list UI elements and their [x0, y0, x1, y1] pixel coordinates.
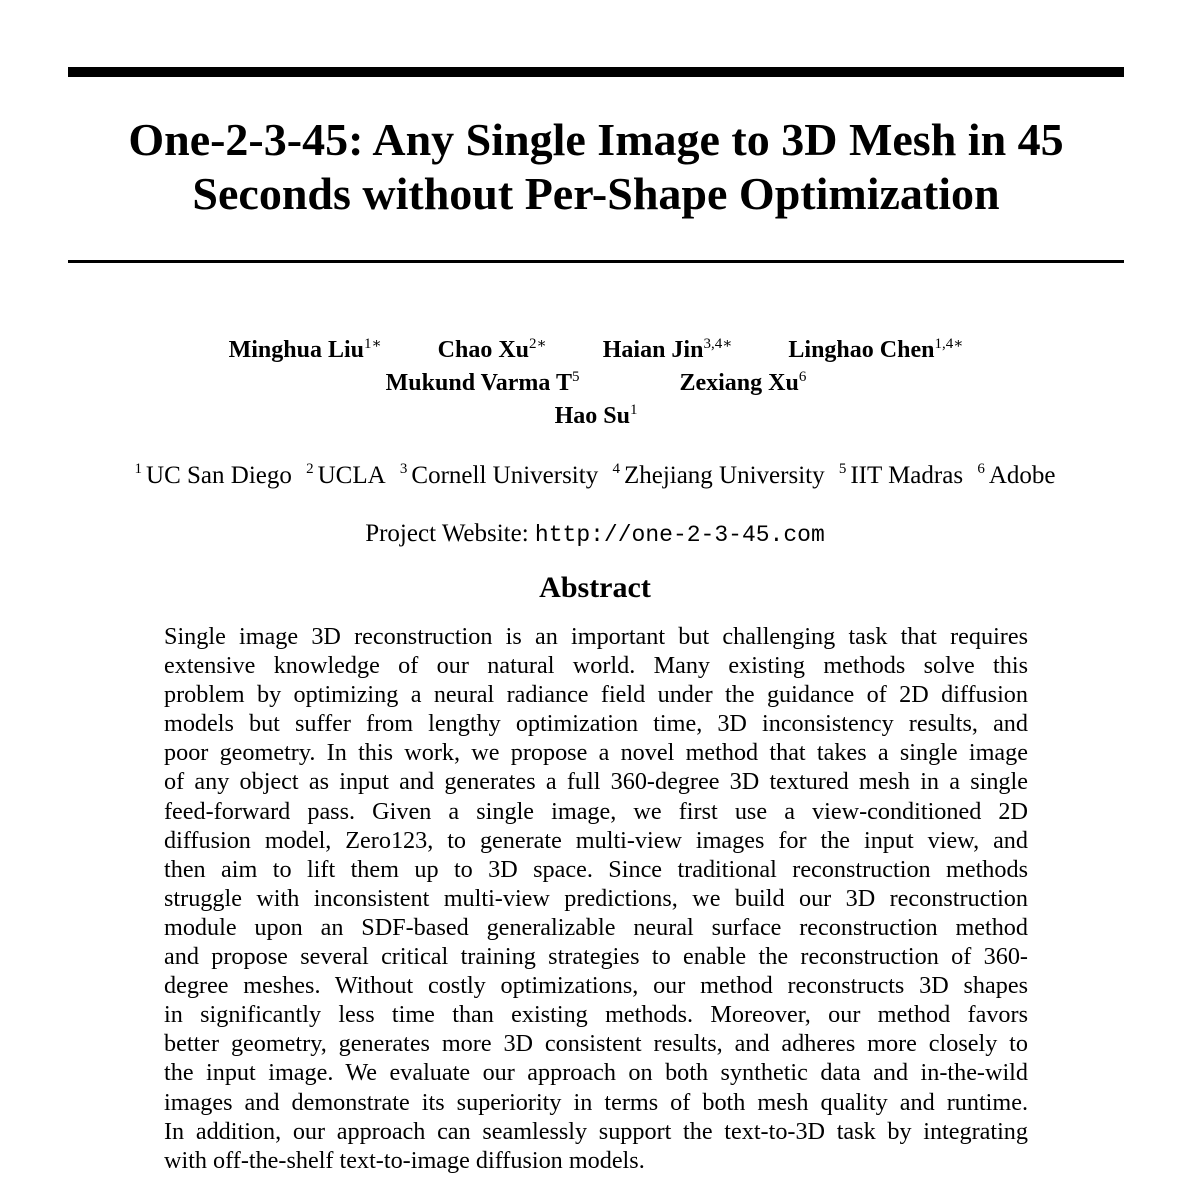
abstract-line: feed-forward pass. Given a single image, we first use a view-conditioned 2D: [164, 797, 1028, 825]
title-bottom-rule: [68, 260, 1124, 263]
author: [679, 367, 806, 400]
author-affiliation-marker: 5: [571, 369, 580, 385]
abstract-line: in significantly less time than existing methods. Moreover, our method favors: [164, 1001, 1028, 1029]
affiliation-list: [0, 460, 1190, 492]
affiliation-name: UC San Diego: [146, 462, 292, 489]
abstract-line: better geometry, generates more 3D consistent results, and adheres more closely to: [164, 1030, 1028, 1058]
author-row: [68, 367, 1124, 400]
affiliation: [977, 460, 1055, 492]
affiliation-name: Cornell University: [411, 462, 599, 489]
affiliation-number: 4: [612, 461, 620, 477]
affiliation-number: 3: [399, 461, 408, 477]
author: [603, 334, 733, 367]
author-affiliation-marker: 1: [629, 402, 638, 418]
abstract-line: struggle with inconsistent multi-view predictions, we build our 3D reconstruction: [164, 884, 1028, 912]
author-name: Zexiang Xu: [679, 370, 799, 396]
author: [386, 367, 580, 400]
author-row: [68, 400, 1124, 433]
affiliation: [135, 460, 292, 492]
abstract-line: the input image. We evaluate our approach on both synthetic data and in-the-wild: [164, 1059, 1028, 1087]
abstract-body: [164, 622, 1028, 1175]
author: [788, 334, 963, 367]
author-name: Haian Jin: [602, 337, 704, 363]
author-affiliation-marker: 1,4∗: [934, 336, 964, 352]
author-name: Mukund Varma T: [385, 370, 572, 396]
affiliation-number: 6: [977, 461, 985, 477]
author-affiliation-marker: 3,4∗: [703, 336, 733, 352]
website-label: Project Website:: [365, 520, 529, 547]
abstract-heading: Abstract: [539, 571, 651, 604]
abstract-line: In addition, our approach can seamlessly support the text-to-3D task by integrating: [164, 1117, 1028, 1145]
abstract-line: models but suffer from lengthy optimization time, 3D inconsistency results, and: [164, 710, 1028, 738]
author-name: Hao Su: [554, 403, 630, 429]
affiliation: [839, 460, 963, 492]
title-line: Seconds without Per-Shape Optimization: [192, 168, 1000, 219]
author: [438, 334, 547, 367]
abstract-line: extensive knowledge of our natural world. Many existing methods solve this: [164, 652, 1028, 680]
affiliation-name: Zhejiang University: [623, 462, 825, 489]
author-affiliation-marker: 6: [798, 369, 807, 385]
affiliation-number: 5: [838, 461, 847, 477]
affiliation-name: Adobe: [988, 462, 1056, 489]
abstract-line: diffusion model, Zero123, to generate multi-view images for the input view, and: [164, 826, 1028, 854]
author-list: [68, 334, 1124, 433]
abstract-line: then aim to lift them up to 3D space. Since traditional reconstruction methods: [164, 855, 1028, 883]
affiliation-name: IIT Madras: [850, 462, 964, 489]
project-website: [0, 518, 1190, 551]
abstract-line: of any object as input and generates a full 360-degree 3D textured mesh in a single: [164, 768, 1028, 796]
abstract-line: problem by optimizing a neural radiance field under the guidance of 2D diffusion: [164, 681, 1028, 709]
paper-title: [68, 113, 1124, 221]
title-line: One-2-3-45: Any Single Image to 3D Mesh in 45: [128, 114, 1064, 165]
author: [229, 334, 382, 367]
affiliation-number: 2: [306, 461, 314, 477]
author-name: Chao Xu: [437, 337, 530, 363]
abstract-line: and propose several critical training strategies to enable the reconstruction of 360-: [164, 943, 1028, 971]
author-affiliation-marker: 1∗: [363, 336, 382, 352]
top-rule: [68, 67, 1124, 77]
abstract-line: degree meshes. Without costly optimizations, our method reconstructs 3D shapes: [164, 972, 1028, 1000]
author-name: Minghua Liu: [228, 337, 364, 363]
affiliation: [612, 460, 824, 492]
author-name: Linghao Chen: [788, 337, 935, 363]
abstract-line: images and demonstrate its superiority in terms of both mesh quality and runtime.: [164, 1088, 1028, 1116]
abstract-line: Single image 3D reconstruction is an important but challenging task that requires: [164, 623, 1028, 650]
affiliation-name: UCLA: [317, 462, 386, 489]
abstract-line: poor geometry. In this work, we propose a novel method that takes a single image: [164, 739, 1028, 767]
author: [555, 400, 638, 433]
affiliation: [306, 460, 386, 492]
affiliation-number: 1: [134, 461, 143, 477]
affiliation: [400, 460, 598, 492]
author-row: [68, 334, 1124, 367]
website-link[interactable]: http://one-2-3-45.com: [534, 522, 825, 548]
author-affiliation-marker: 2∗: [529, 336, 547, 352]
abstract-line: with off-the-shelf text-to-image diffusion models.: [164, 1146, 645, 1174]
abstract-line: module upon an SDF-based generalizable neural surface reconstruction method: [164, 913, 1028, 941]
